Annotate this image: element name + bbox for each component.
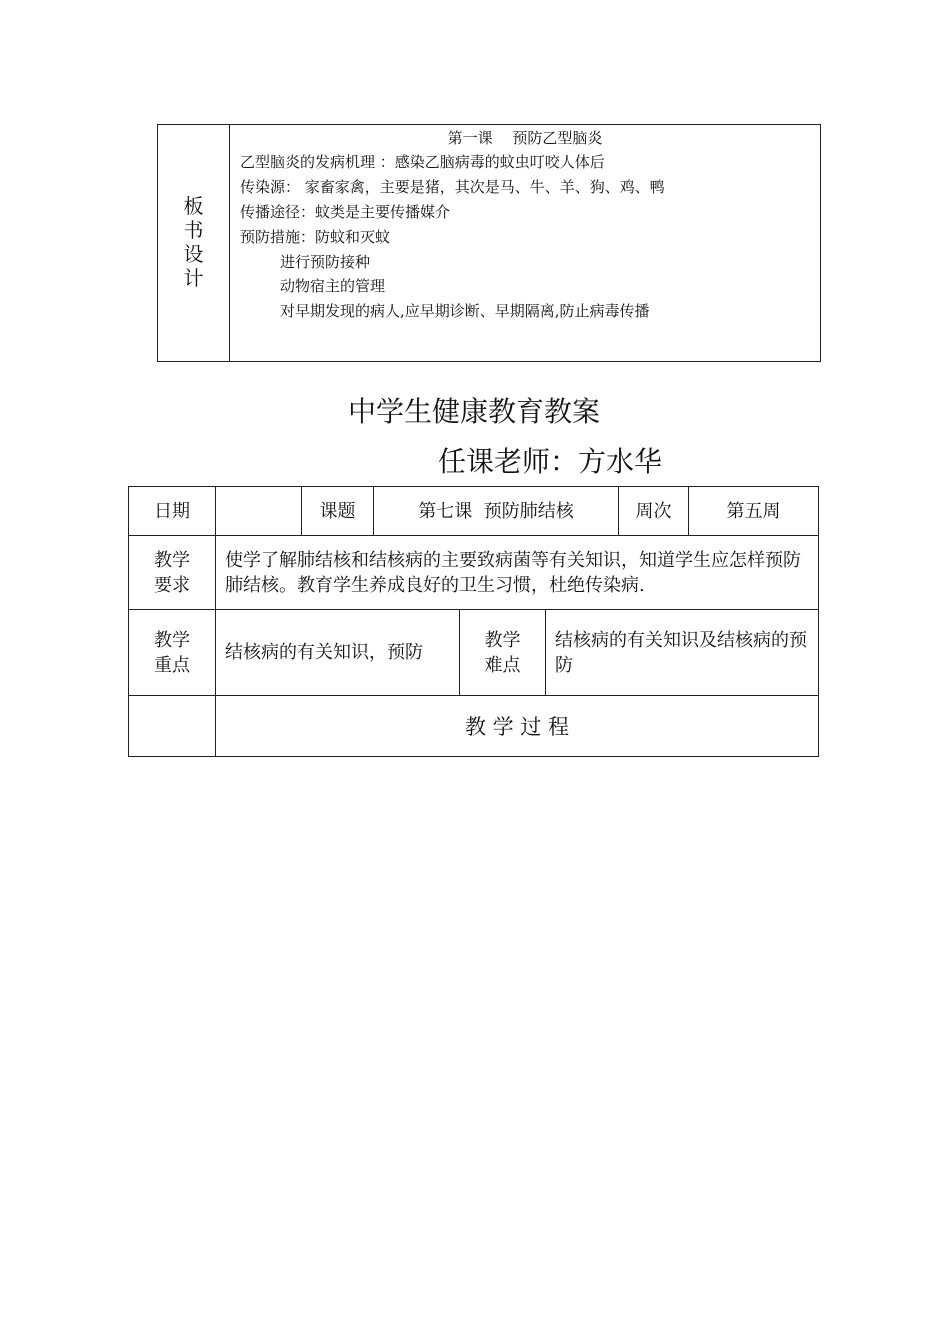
teacher-name: 任课老师：方水华 (438, 445, 663, 478)
board-line-host-management: 动物宿主的管理 (280, 277, 386, 295)
difficulty-text: 结核病的有关知识及结核病的预防 (555, 629, 807, 676)
difficulty-label: 教学 难点 (484, 629, 521, 676)
requirement-text: 使学了解肺结核和结核病的主要致病菌等有关知识，知道学生应怎样预防肺结核。教育学生养成良好的卫生习惯，杜绝传染病. (225, 549, 801, 596)
process-label: 教 学 过 程 (464, 715, 570, 739)
date-label: 日期 (154, 500, 190, 522)
board-line-source: 传染源： 家畜家禽，主要是猪，其次是马、牛、羊、狗、鸡、鸭 (240, 178, 665, 196)
board-line-route: 传播途径：蚊类是主要传播媒介 (240, 203, 451, 221)
board-line-early-treatment: 对早期发现的病人,应早期诊断、早期隔离,防止病毒传播 (280, 302, 650, 320)
key-points-label: 教学 重点 (154, 629, 190, 676)
week-label: 周次 (635, 500, 672, 522)
board-label: 板 书 设 计 (183, 194, 204, 290)
topic-value: 第七课 预防肺结核 (418, 500, 574, 522)
topic-label: 课题 (319, 500, 356, 522)
document-title: 中学生健康教育教案 (348, 395, 601, 428)
board-lesson-title: 第一课 预防乙型脑炎 (447, 129, 603, 147)
board-line-vaccination: 进行预防接种 (280, 253, 371, 271)
board-line-pathogenesis: 乙型脑炎的发病机理 ：感染乙脑病毒的蚊虫叮咬人体后 (240, 153, 605, 171)
week-value: 第五周 (726, 500, 781, 522)
key-points-text: 结核病的有关知识，预防 (225, 642, 423, 663)
date-value (216, 487, 301, 535)
requirement-label: 教学 要求 (154, 549, 190, 596)
board-line-measures: 预防措施：防蚊和灭蚊 (240, 228, 391, 246)
